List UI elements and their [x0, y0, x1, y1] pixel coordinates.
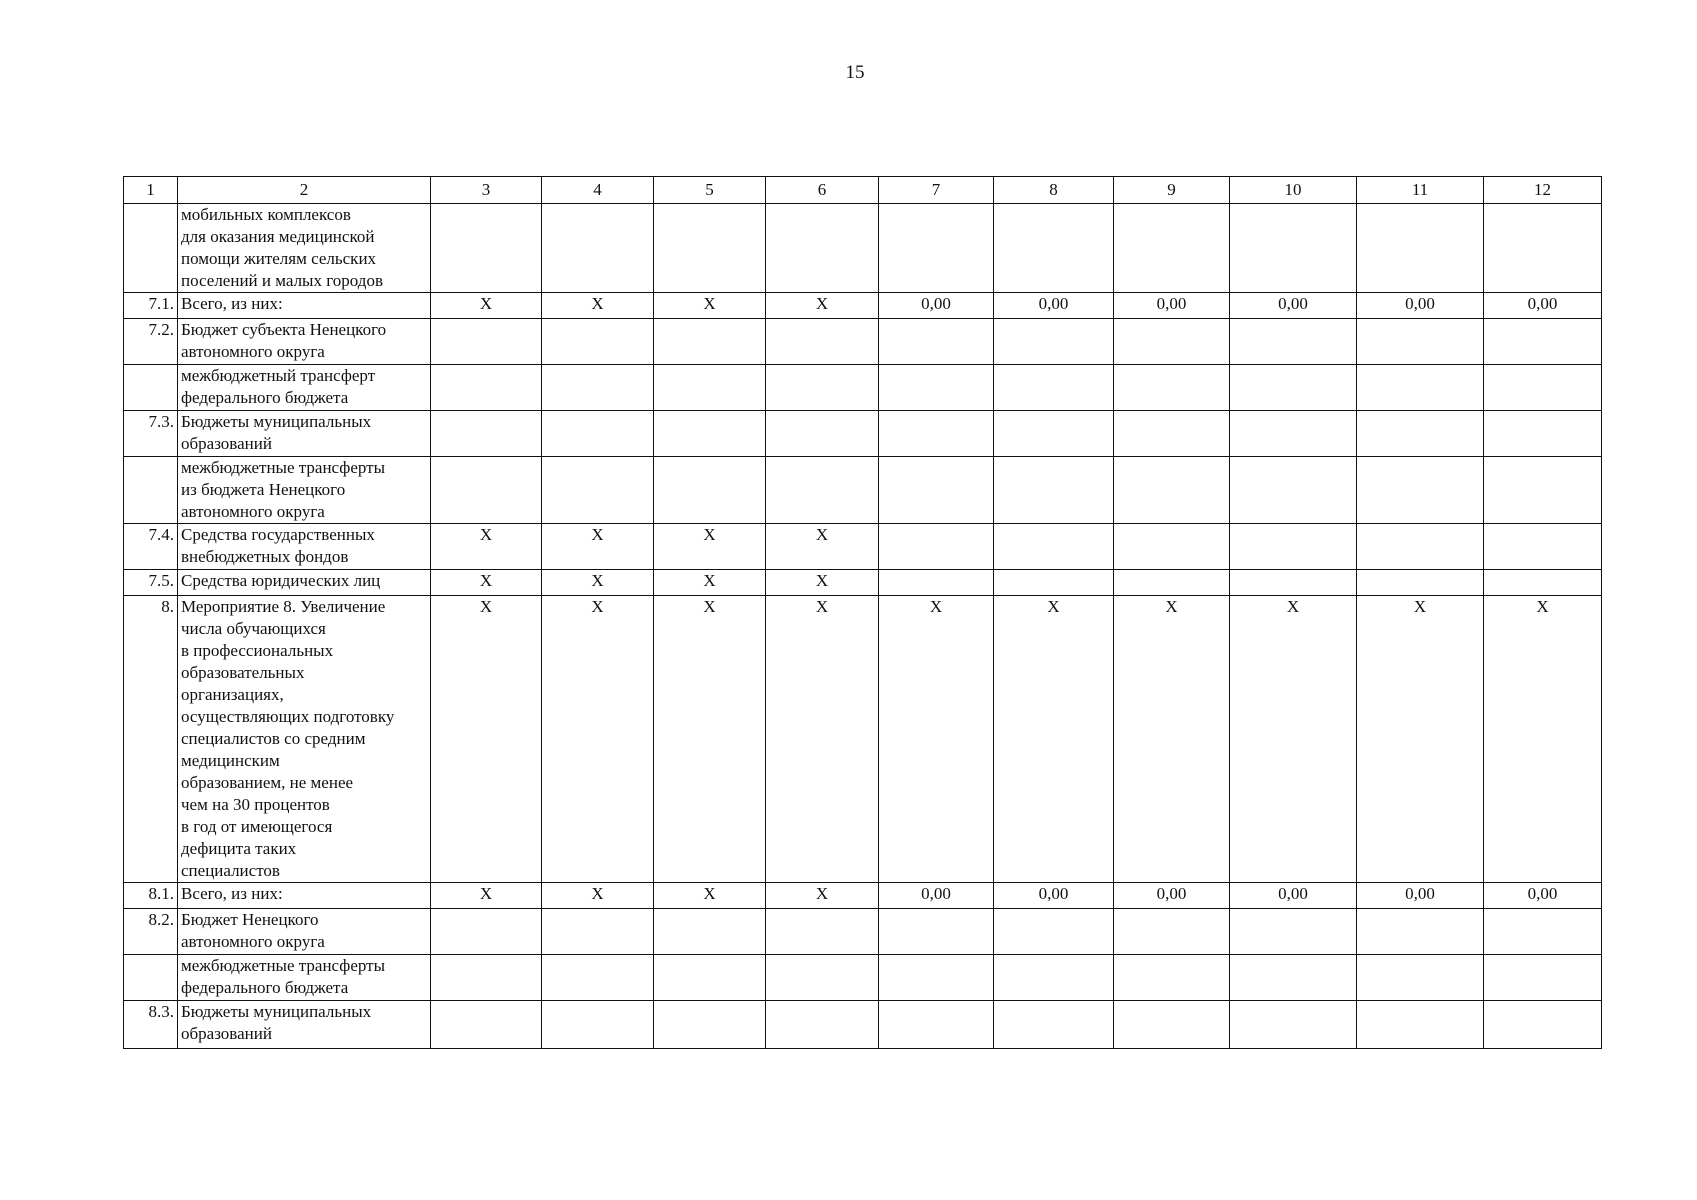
value-cell-col-4	[542, 204, 654, 293]
value-cell-col-3: X	[431, 570, 542, 596]
value-cell-col-4	[542, 1001, 654, 1049]
value-cell-col-4	[542, 319, 654, 365]
value-cell-col-9	[1114, 524, 1230, 570]
value-cell-col-9: 0,00	[1114, 293, 1230, 319]
column-number-4: 4	[542, 177, 654, 204]
value-cell-col-12	[1484, 411, 1602, 457]
value-cell-col-8	[994, 365, 1114, 411]
value-cell-col-10	[1230, 411, 1357, 457]
value-cell-col-8	[994, 319, 1114, 365]
column-number-7: 7	[879, 177, 994, 204]
table-row	[124, 204, 1602, 293]
column-number-11: 11	[1357, 177, 1484, 204]
column-number-row	[124, 177, 1602, 204]
value-cell-col-5	[654, 204, 766, 293]
value-cell-col-11	[1357, 411, 1484, 457]
value-cell-col-9	[1114, 909, 1230, 955]
row-name-cell: Бюджеты муниципальных образований	[178, 1001, 431, 1049]
value-cell-col-4	[542, 365, 654, 411]
row-name-cell: межбюджетные трансферты федерального бюджета	[178, 955, 431, 1001]
value-cell-col-11	[1357, 204, 1484, 293]
value-cell-col-12	[1484, 365, 1602, 411]
value-cell-col-5: X	[654, 570, 766, 596]
value-cell-col-4	[542, 411, 654, 457]
value-cell-col-5: X	[654, 596, 766, 883]
value-cell-col-10	[1230, 955, 1357, 1001]
value-cell-col-12	[1484, 570, 1602, 596]
row-number-cell: 8.2.	[124, 909, 178, 955]
column-number-3: 3	[431, 177, 542, 204]
value-cell-col-5	[654, 457, 766, 524]
row-number-cell: 8.3.	[124, 1001, 178, 1049]
value-cell-col-3	[431, 909, 542, 955]
value-cell-col-9	[1114, 204, 1230, 293]
financing-table	[123, 176, 1602, 1049]
value-cell-col-6	[766, 955, 879, 1001]
value-cell-col-5	[654, 909, 766, 955]
value-cell-col-9	[1114, 365, 1230, 411]
table-row	[124, 293, 1602, 319]
value-cell-col-6	[766, 319, 879, 365]
column-number-12: 12	[1484, 177, 1602, 204]
value-cell-col-12	[1484, 955, 1602, 1001]
value-cell-col-11	[1357, 1001, 1484, 1049]
value-cell-col-10: X	[1230, 596, 1357, 883]
row-name-cell: межбюджетные трансферты из бюджета Ненецкого автономного округа	[178, 457, 431, 524]
value-cell-col-4: X	[542, 570, 654, 596]
value-cell-col-6: X	[766, 293, 879, 319]
value-cell-col-12	[1484, 1001, 1602, 1049]
value-cell-col-8	[994, 909, 1114, 955]
value-cell-col-10	[1230, 319, 1357, 365]
value-cell-col-3: X	[431, 524, 542, 570]
value-cell-col-9	[1114, 955, 1230, 1001]
value-cell-col-6: X	[766, 883, 879, 909]
value-cell-col-10	[1230, 204, 1357, 293]
table-row	[124, 319, 1602, 365]
value-cell-col-3	[431, 365, 542, 411]
table-row	[124, 411, 1602, 457]
row-name-cell: Средства юридических лиц	[178, 570, 431, 596]
row-number-cell: 8.	[124, 596, 178, 883]
table-row	[124, 365, 1602, 411]
value-cell-col-12: X	[1484, 596, 1602, 883]
row-number-cell	[124, 204, 178, 293]
value-cell-col-10	[1230, 570, 1357, 596]
value-cell-col-7	[879, 955, 994, 1001]
value-cell-col-11	[1357, 457, 1484, 524]
value-cell-col-5: X	[654, 883, 766, 909]
value-cell-col-12	[1484, 524, 1602, 570]
value-cell-col-6	[766, 1001, 879, 1049]
value-cell-col-11	[1357, 909, 1484, 955]
value-cell-col-7	[879, 411, 994, 457]
value-cell-col-6: X	[766, 524, 879, 570]
value-cell-col-8	[994, 570, 1114, 596]
value-cell-col-8	[994, 1001, 1114, 1049]
value-cell-col-5: X	[654, 293, 766, 319]
value-cell-col-11	[1357, 365, 1484, 411]
value-cell-col-3	[431, 1001, 542, 1049]
value-cell-col-9: X	[1114, 596, 1230, 883]
value-cell-col-3: X	[431, 293, 542, 319]
column-number-6: 6	[766, 177, 879, 204]
table-row	[124, 955, 1602, 1001]
value-cell-col-7	[879, 570, 994, 596]
value-cell-col-8	[994, 457, 1114, 524]
value-cell-col-5	[654, 411, 766, 457]
value-cell-col-8	[994, 204, 1114, 293]
value-cell-col-4: X	[542, 293, 654, 319]
value-cell-col-5	[654, 319, 766, 365]
value-cell-col-7	[879, 319, 994, 365]
table-row	[124, 909, 1602, 955]
page-number: 15	[845, 62, 865, 83]
column-number-9: 9	[1114, 177, 1230, 204]
value-cell-col-12	[1484, 319, 1602, 365]
value-cell-col-8	[994, 524, 1114, 570]
value-cell-col-11: 0,00	[1357, 293, 1484, 319]
value-cell-col-6: X	[766, 596, 879, 883]
row-name-cell: Мероприятие 8. Увеличение числа обучающихся в профессиональных образовательных организациях, осуществляющих подготовку специалистов со средним медицинским образованием, не менее чем на 30 процентов в год от имеющегося дефицита таких специалистов	[178, 596, 431, 883]
value-cell-col-6	[766, 411, 879, 457]
table-row	[124, 524, 1602, 570]
value-cell-col-4: X	[542, 524, 654, 570]
value-cell-col-6	[766, 365, 879, 411]
table-row	[124, 1001, 1602, 1049]
row-number-cell: 7.3.	[124, 411, 178, 457]
value-cell-col-3: X	[431, 883, 542, 909]
value-cell-col-9	[1114, 457, 1230, 524]
value-cell-col-10	[1230, 909, 1357, 955]
value-cell-col-5	[654, 365, 766, 411]
value-cell-col-12	[1484, 204, 1602, 293]
value-cell-col-7: 0,00	[879, 883, 994, 909]
value-cell-col-10: 0,00	[1230, 883, 1357, 909]
value-cell-col-3	[431, 411, 542, 457]
value-cell-col-4: X	[542, 596, 654, 883]
column-number-2: 2	[178, 177, 431, 204]
table-row	[124, 570, 1602, 596]
value-cell-col-7	[879, 524, 994, 570]
value-cell-col-10: 0,00	[1230, 293, 1357, 319]
value-cell-col-12: 0,00	[1484, 883, 1602, 909]
value-cell-col-4	[542, 955, 654, 1001]
value-cell-col-11: X	[1357, 596, 1484, 883]
value-cell-col-7	[879, 1001, 994, 1049]
value-cell-col-6	[766, 204, 879, 293]
row-name-cell: Средства государственных внебюджетных фондов	[178, 524, 431, 570]
value-cell-col-11	[1357, 319, 1484, 365]
value-cell-col-11	[1357, 570, 1484, 596]
value-cell-col-9	[1114, 1001, 1230, 1049]
value-cell-col-3	[431, 955, 542, 1001]
table-row	[124, 457, 1602, 524]
table-body	[124, 177, 1602, 1049]
value-cell-col-8: 0,00	[994, 883, 1114, 909]
value-cell-col-11: 0,00	[1357, 883, 1484, 909]
value-cell-col-12	[1484, 457, 1602, 524]
row-name-cell: Всего, из них:	[178, 293, 431, 319]
value-cell-col-5: X	[654, 524, 766, 570]
row-number-cell: 7.1.	[124, 293, 178, 319]
value-cell-col-7	[879, 365, 994, 411]
column-number-5: 5	[654, 177, 766, 204]
row-number-cell: 8.1.	[124, 883, 178, 909]
value-cell-col-4: X	[542, 883, 654, 909]
value-cell-col-6: X	[766, 570, 879, 596]
value-cell-col-8	[994, 955, 1114, 1001]
value-cell-col-8: 0,00	[994, 293, 1114, 319]
column-number-8: 8	[994, 177, 1114, 204]
value-cell-col-4	[542, 909, 654, 955]
value-cell-col-7	[879, 204, 994, 293]
row-number-cell: 7.4.	[124, 524, 178, 570]
value-cell-col-10	[1230, 1001, 1357, 1049]
value-cell-col-12	[1484, 909, 1602, 955]
value-cell-col-10	[1230, 524, 1357, 570]
value-cell-col-10	[1230, 365, 1357, 411]
row-number-cell: 7.2.	[124, 319, 178, 365]
value-cell-col-8	[994, 411, 1114, 457]
value-cell-col-9	[1114, 319, 1230, 365]
table-row	[124, 883, 1602, 909]
row-name-cell: Бюджет субъекта Ненецкого автономного округа	[178, 319, 431, 365]
value-cell-col-12: 0,00	[1484, 293, 1602, 319]
value-cell-col-9	[1114, 411, 1230, 457]
row-number-cell	[124, 365, 178, 411]
row-name-cell: Бюджеты муниципальных образований	[178, 411, 431, 457]
value-cell-col-9: 0,00	[1114, 883, 1230, 909]
value-cell-col-6	[766, 457, 879, 524]
table-row	[124, 596, 1602, 883]
row-name-cell: межбюджетный трансферт федерального бюджета	[178, 365, 431, 411]
value-cell-col-3	[431, 319, 542, 365]
value-cell-col-8: X	[994, 596, 1114, 883]
value-cell-col-4	[542, 457, 654, 524]
value-cell-col-10	[1230, 457, 1357, 524]
row-name-cell: Бюджет Ненецкого автономного округа	[178, 909, 431, 955]
column-number-1: 1	[124, 177, 178, 204]
row-number-cell	[124, 457, 178, 524]
value-cell-col-7: 0,00	[879, 293, 994, 319]
value-cell-col-11	[1357, 955, 1484, 1001]
value-cell-col-3: X	[431, 596, 542, 883]
row-name-cell: мобильных комплексов для оказания медицинской помощи жителям сельских поселений и малых городов	[178, 204, 431, 293]
row-name-cell: Всего, из них:	[178, 883, 431, 909]
value-cell-col-7	[879, 909, 994, 955]
value-cell-col-9	[1114, 570, 1230, 596]
value-cell-col-5	[654, 1001, 766, 1049]
row-number-cell: 7.5.	[124, 570, 178, 596]
value-cell-col-7	[879, 457, 994, 524]
value-cell-col-3	[431, 204, 542, 293]
value-cell-col-7: X	[879, 596, 994, 883]
column-number-10: 10	[1230, 177, 1357, 204]
value-cell-col-5	[654, 955, 766, 1001]
value-cell-col-6	[766, 909, 879, 955]
value-cell-col-3	[431, 457, 542, 524]
row-number-cell	[124, 955, 178, 1001]
value-cell-col-11	[1357, 524, 1484, 570]
